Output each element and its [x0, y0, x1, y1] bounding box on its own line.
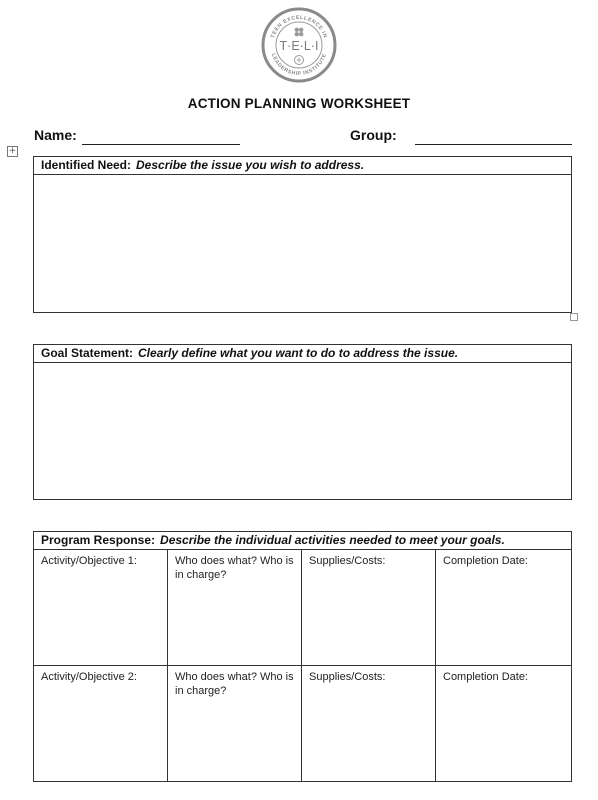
- logo-ring-top-text: TEEN EXCELLENCE IN: [270, 14, 328, 39]
- supplies-1-cell[interactable]: Supplies/Costs:: [302, 550, 436, 666]
- who-2-cell[interactable]: Who does what? Who is in charge?: [168, 666, 302, 782]
- goal-statement-header: [34, 345, 571, 363]
- supplies-2-cell[interactable]: Supplies/Costs:: [302, 666, 436, 782]
- teli-logo-graphic: [261, 7, 337, 83]
- goal-statement-box: [33, 344, 572, 500]
- goal-statement-description: Clearly define what you want to do to address the issue.: [138, 346, 459, 360]
- teli-logo: [261, 7, 337, 83]
- identified-need-input-area[interactable]: [34, 175, 571, 312]
- activity-2-cell[interactable]: Activity/Objective 2:: [34, 666, 168, 782]
- program-response-description: Describe the individual activities needed to meet your goals.: [160, 533, 505, 547]
- clover-icon: [295, 28, 304, 37]
- program-response-header: [34, 532, 571, 550]
- identified-need-description: Describe the issue you wish to address.: [136, 158, 365, 172]
- logo-ring-bottom-text: LEADERSHIP INSTITUTE: [269, 52, 329, 78]
- goal-statement-input-area[interactable]: [34, 363, 571, 499]
- completion-2-cell[interactable]: Completion Date:: [443, 670, 528, 683]
- program-response-label: Program Response:: [41, 533, 156, 547]
- activity-1-cell[interactable]: Activity/Objective 1:: [34, 550, 168, 666]
- group-field[interactable]: [415, 144, 572, 145]
- table-move-handle-icon[interactable]: +: [8, 146, 17, 156]
- page-title: ACTION PLANNING WORKSHEET: [187, 96, 411, 111]
- who-1-cell[interactable]: Who does what? Who is in charge?: [168, 550, 302, 666]
- identified-need-box: [33, 156, 572, 313]
- program-response-grid: [34, 550, 571, 781]
- program-response-box: [33, 531, 572, 782]
- name-field[interactable]: [82, 144, 240, 145]
- group-label: Group:: [350, 127, 397, 143]
- emblem-icon: [295, 56, 304, 65]
- goal-statement-label: Goal Statement:: [41, 346, 134, 360]
- completion-1-cell[interactable]: Completion Date:: [436, 550, 571, 666]
- identified-need-header: [34, 157, 571, 175]
- logo-center-text: T·E·L·I: [279, 39, 319, 53]
- svg-text:TEEN EXCELLENCE IN: [270, 15, 328, 39]
- name-label: Name:: [34, 127, 77, 143]
- table-resize-handle-icon[interactable]: [570, 313, 578, 321]
- identified-need-label: Identified Need:: [41, 158, 132, 172]
